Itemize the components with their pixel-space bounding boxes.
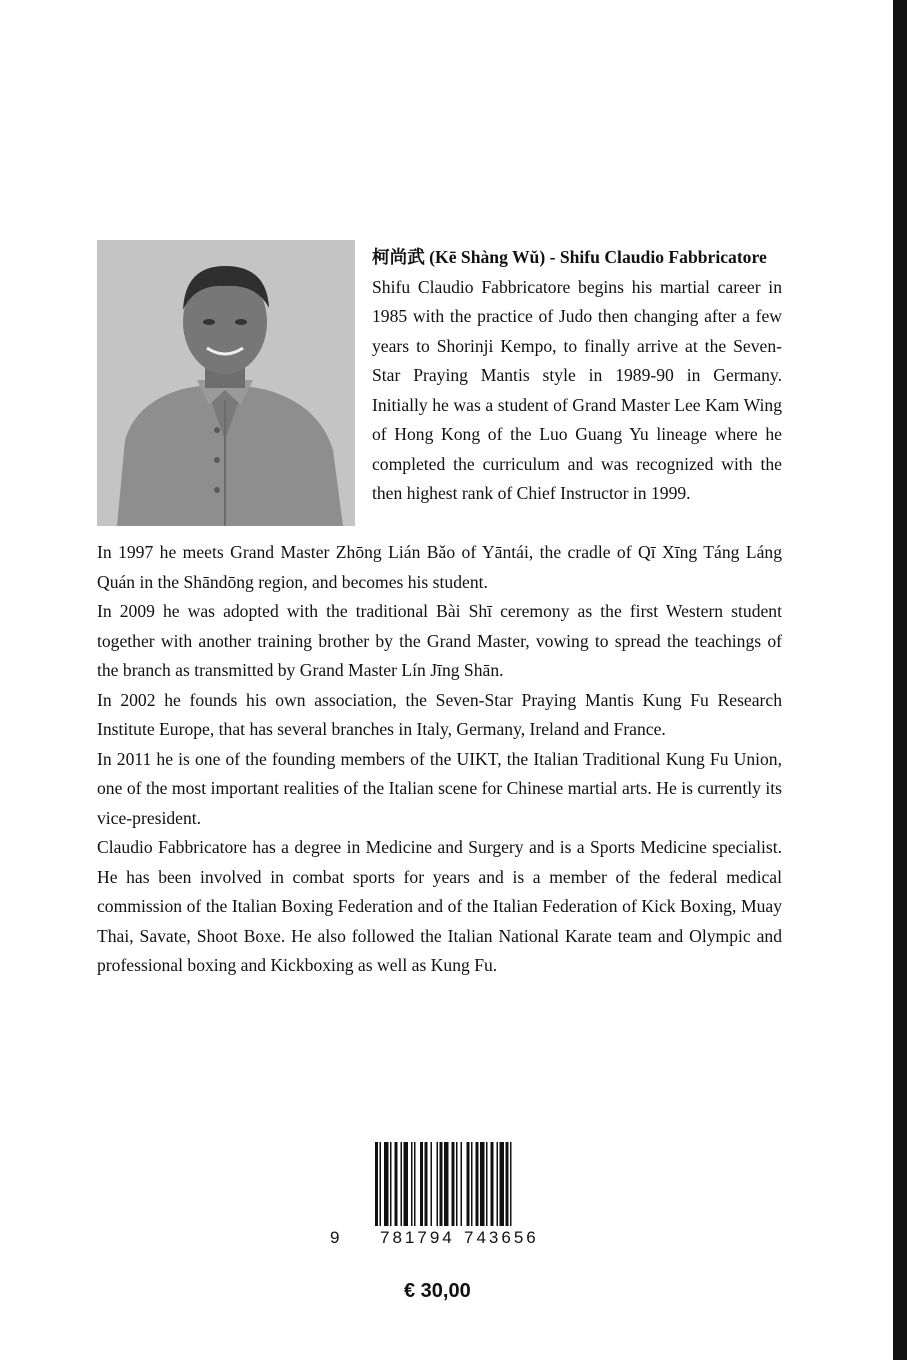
isbn-barcode xyxy=(330,1142,550,1252)
barcode-left-group: 781794 xyxy=(380,1228,455,1247)
author-heading: 柯尚武 (Kē Shàng Wǔ) - Shifu Claudio Fabbricatore xyxy=(372,247,767,267)
barcode-bar xyxy=(375,1142,378,1226)
barcode-bar xyxy=(467,1142,470,1226)
barcode-bar xyxy=(431,1142,433,1226)
author-intro: Shifu Claudio Fabbricatore begins his martial career in 1985 with the practice of Judo then changing after a few years to Shorinji Kempo, to finally arrive at the Seven-Star Praying Mantis style in 1989-90 in Germany. Initially he was a student of Grand Master Lee Kam Wing of Hong Kong of the Luo Guang Yu lineage where he completed the curriculum and was recognized with the then highest rank of Chief Instructor in 1999. xyxy=(372,276,782,503)
barcode-bars xyxy=(375,1142,545,1226)
barcode-bar xyxy=(440,1142,443,1226)
bio-paragraph: In 2002 he founds his own association, the Seven-Star Praying Mantis Kung Fu Research Institute Europe, that has several branches in Italy, Germany, Ireland and France. xyxy=(97,689,782,739)
bio-paragraph: In 2011 he is one of the founding members of the UIKT, the Italian Traditional Kung Fu Union, one of the most important realities of the Italian scene for Chinese martial arts. He is currently its vice-president. xyxy=(97,748,782,828)
barcode-bar xyxy=(500,1142,505,1226)
author-bio-body xyxy=(97,538,782,981)
barcode-bar xyxy=(414,1142,416,1226)
barcode-bar xyxy=(491,1142,494,1226)
barcode-bar xyxy=(384,1142,389,1226)
barcode-bar xyxy=(411,1142,413,1226)
author-bio-intro xyxy=(372,243,782,509)
barcode-bar xyxy=(471,1142,473,1226)
barcode-bar xyxy=(395,1142,398,1226)
barcode-bar xyxy=(425,1142,428,1226)
barcode-bar xyxy=(486,1142,488,1226)
barcode-first-digit: 9 xyxy=(330,1228,343,1247)
barcode-bar xyxy=(437,1142,439,1226)
barcode-bar xyxy=(506,1142,509,1226)
barcode-bar xyxy=(476,1142,479,1226)
barcode-bar xyxy=(497,1142,499,1226)
barcode-bar xyxy=(420,1142,423,1226)
barcode-bar xyxy=(444,1142,449,1226)
barcode-bar xyxy=(401,1142,403,1226)
barcode-bar xyxy=(480,1142,485,1226)
barcode-bar xyxy=(461,1142,463,1226)
bio-paragraph: Claudio Fabbricatore has a degree in Medicine and Surgery and is a Sports Medicine specialist. He has been involved in combat sports for years and is a member of the federal medical commission of the Italian Boxing Federation and of the Italian Federation of Kick Boxing, Muay Thai, Savate, Shoot Boxe. He also followed the Italian National Karate team and Olympic and professional boxing and Kickboxing as well as Kung Fu. xyxy=(97,837,782,975)
barcode-bar xyxy=(456,1142,458,1226)
barcode-bar xyxy=(380,1142,382,1226)
author-photo xyxy=(97,240,355,526)
price-label: € 30,00 xyxy=(404,1280,471,1302)
barcode-bar xyxy=(510,1142,512,1226)
barcode-bar xyxy=(452,1142,455,1226)
barcode-right-group: 743656 xyxy=(464,1228,539,1247)
page-edge xyxy=(893,0,907,1360)
bio-paragraph: In 2009 he was adopted with the traditional Bài Shī ceremony as the first Western student together with another training brother by the Grand Master, vowing to spread the teachings of the branch as transmitted by Grand Master Lín Jīng Shān. xyxy=(97,601,782,680)
bio-paragraph: In 1997 he meets Grand Master Zhōng Lián Bǎo of Yāntái, the cradle of Qī Xīng Táng Láng Quán in the Shāndōng region, and becomes his student. xyxy=(97,542,782,592)
barcode-bar xyxy=(404,1142,409,1226)
barcode-bar xyxy=(390,1142,392,1226)
